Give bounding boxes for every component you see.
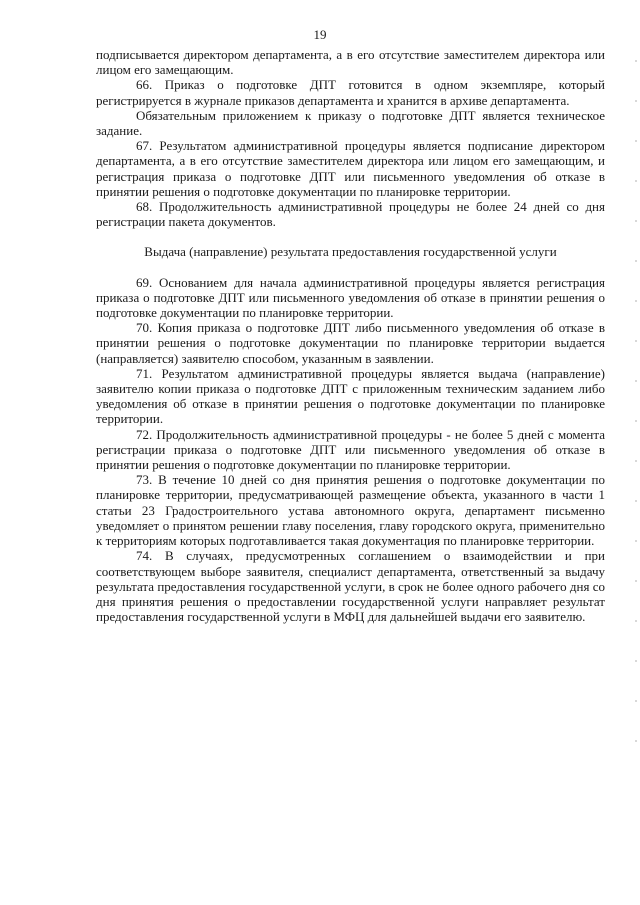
paragraph-71: 71. Результатом административной процедуры является выдача (направление) заявителю копии приказа о подготовке ДПТ с приложенным техническим заданием либо уведомления об отказе в принятии решения о подготовке документации по планировке территории.	[96, 365, 605, 427]
paragraph-74: 74. В случаях, предусмотренных соглашением о взаимодействии и при соответствующем выборе заявителя, специалист департамента, ответственный за выдачу результата предоставления государственной услуги, в срок не более одного рабочего дня со дня принятия решения о предоставлении государственной услуги направляет результат предоставления государственной услуги в МФЦ для дальнейшей выдачи его заявителю.	[96, 548, 605, 625]
paragraph-68: 68. Продолжительность административной процедуры не более 24 дней со дня регистрации пакета документов.	[96, 199, 605, 230]
paragraph-69: 69. Основанием для начала административной процедуры является регистрация приказа о подготовке ДПТ или письменного уведомления об отказе в принятии решения о подготовке документации по планировке территории.	[96, 274, 605, 321]
page-number: 19	[313, 27, 327, 42]
paragraph-67: 67. Результатом административной процедуры является подписание директором департамента, а в его отсутствие заместителем директора или лицом его замещающим, и регистрация приказа о подготовке ДПТ или письменного уведомления об отказе в принятии решения о подготовке документации по планировке территории.	[96, 138, 605, 199]
paragraph-70: 70. Копия приказа о подготовке ДПТ либо письменного уведомления об отказе в принятии решения о подготовке документации по планировке территории выдается (направляется) заявителю способом, указанным в заявлении.	[96, 320, 605, 366]
paragraph-66: 66. Приказ о подготовке ДПТ готовится в одном экземпляре, который регистрируется в журнале приказов департамента и хранится в архиве департамента.	[96, 77, 605, 108]
section-heading: Выдача (направление) результата предоставления государственной услуги	[144, 244, 557, 260]
paragraph-annex-note: Обязательным приложением к приказу о подготовке ДПТ является техническое задание.	[96, 107, 605, 139]
paragraph-72: 72. Продолжительность административной процедуры - не более 5 дней с момента регистрации приказа о подготовке ДПТ или письменного уведомления об отказе в принятии решения о подготовке документации по планировке территории.	[96, 426, 605, 473]
document-body	[96, 47, 605, 624]
scan-edge-marks	[635, 60, 637, 760]
paragraph-73: 73. В течение 10 дней со дня принятия решения о подготовке документации по планировке территории, предусматривающей размещение объекта, указанного в части 1 статьи 23 Градостроительного устава автономного округа, департамент письменно уведомляет о принятом решении главу поселения, главу городского округа, применительно к территориям которых подготавливается такая документация по планировке территории.	[96, 472, 605, 549]
paragraph-continuation: подписывается директором департамента, а в его отсутствие заместителем директора или лицом его замещающим.	[96, 47, 605, 78]
